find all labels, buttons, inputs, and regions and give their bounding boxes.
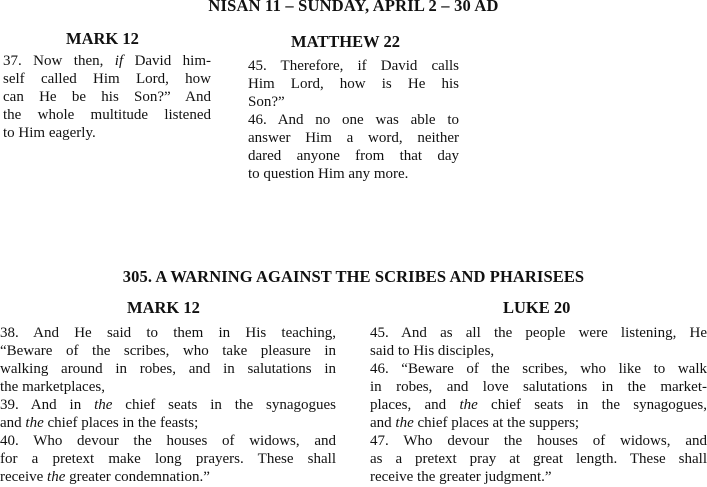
text-line: for a pretext make long prayers. These shall — [0, 451, 336, 467]
luke-20-passage — [370, 324, 707, 486]
text-line: to question Him any more. — [248, 166, 409, 182]
text-line: 45. Therefore, if David calls — [248, 58, 459, 74]
mark-12-passage-lower — [0, 324, 336, 486]
text-line: 40. Who devour the houses of widows, and — [0, 433, 336, 449]
text-line: to Him eagerly. — [3, 125, 96, 141]
luke-20-header: LUKE 20 — [503, 298, 571, 317]
text-line: said to His disciples, — [370, 343, 495, 359]
text-line: 45. And as all the people were listening, He — [370, 325, 707, 341]
text-line: 37. Now then, if David him- — [3, 53, 211, 69]
matthew-22-passage — [248, 57, 459, 183]
text-line: “Beware of the scribes, who take pleasure in — [0, 343, 336, 359]
text-line: the whole multitude listened — [3, 107, 211, 123]
section-title: 305. A WARNING AGAINST THE SCRIBES AND PHARISEES — [122, 267, 585, 286]
text-line: answer Him a word, neither — [248, 130, 459, 146]
text-line: 47. Who devour the houses of widows, and — [370, 433, 707, 449]
text-line: receive the greater condemnation.” — [0, 469, 210, 485]
text-line: self called Him Lord, how — [3, 71, 211, 87]
mark-12-header: MARK 12 — [66, 29, 139, 48]
text-line: in robes, and love salutations in the market- — [370, 379, 707, 395]
text-line: Him Lord, how is He his — [248, 76, 459, 92]
text-line: and the chief places at the suppers; — [370, 415, 580, 431]
text-line: walking around in robes, and in salutations in — [0, 361, 336, 377]
page-title: NISAN 11 – SUNDAY, APRIL 2 – 30 AD — [208, 0, 499, 15]
text-line: receive the greater judgment.” — [370, 469, 552, 485]
text-line: 39. And in the chief seats in the synagogues — [0, 397, 336, 413]
text-line: 46. “Beware of the scribes, who like to walk — [370, 361, 707, 377]
matthew-22-header: MATTHEW 22 — [291, 32, 400, 51]
text-line: can He be his Son?” And — [3, 89, 211, 105]
text-line: as a pretext pray at great length. These shall — [370, 451, 707, 467]
text-line: dared anyone from that day — [248, 148, 459, 164]
text-line: 38. And He said to them in His teaching, — [0, 325, 336, 341]
text-line: Son?” — [248, 94, 285, 110]
text-line: places, and the chief seats in the synagogues, — [370, 397, 707, 413]
mark-12-header-lower: MARK 12 — [127, 298, 200, 317]
text-line: 46. And no one was able to — [248, 112, 459, 128]
text-line: the marketplaces, — [0, 379, 105, 395]
mark-12-passage-upper — [3, 52, 211, 142]
text-line: and the chief places in the feasts; — [0, 415, 199, 431]
